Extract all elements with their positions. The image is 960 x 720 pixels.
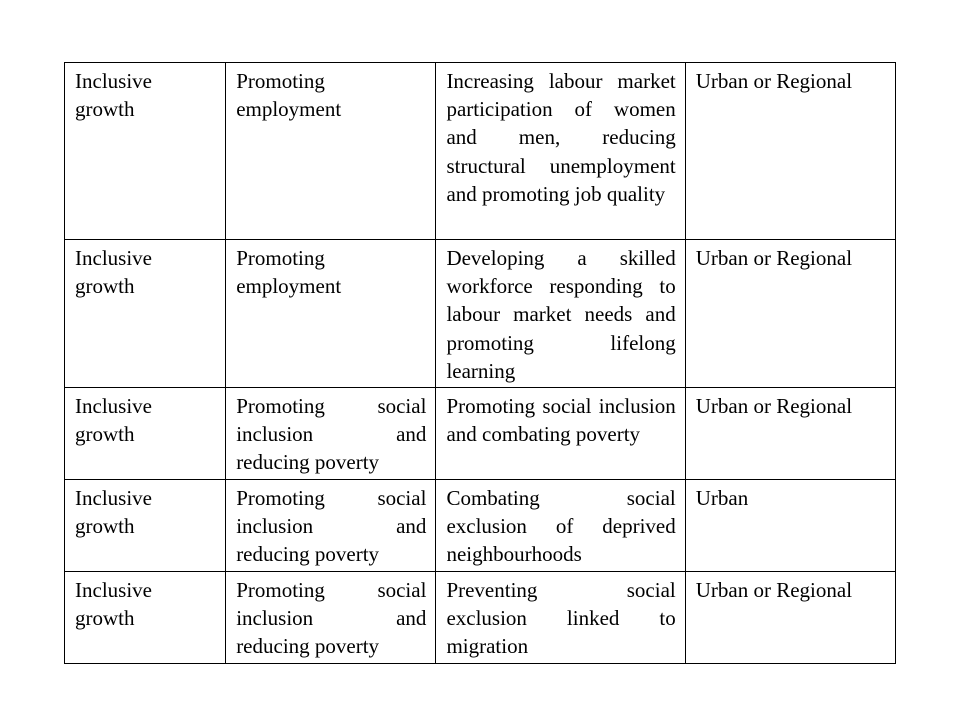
priority-cell: Promoting social inclusion and reducing poverty (226, 479, 436, 571)
priority-cell: Promoting employment (226, 63, 436, 240)
theme-cell: Inclusive growth (65, 571, 226, 663)
priority-cell: Promoting social inclusion and reducing poverty (226, 388, 436, 480)
objective-cell: Preventing social exclusion linked to migration (436, 571, 685, 663)
table-row (65, 388, 896, 480)
table-row (65, 63, 896, 240)
theme-cell: Inclusive growth (65, 479, 226, 571)
table-row (65, 571, 896, 663)
scope-cell: Urban or Regional (685, 63, 895, 240)
objective-cell: Increasing labour market participation of women and men, reducing structural unemployment and promoting job quality (436, 63, 685, 240)
scope-cell: Urban (685, 479, 895, 571)
objective-cell: Promoting social inclusion and combating poverty (436, 388, 685, 480)
table-row (65, 479, 896, 571)
theme-cell: Inclusive growth (65, 240, 226, 388)
priority-cell: Promoting social inclusion and reducing poverty (226, 571, 436, 663)
objectives-table (64, 62, 896, 664)
priority-cell: Promoting employment (226, 240, 436, 388)
objective-cell: Developing a skilled workforce responding to labour market needs and promoting lifelong learning (436, 240, 685, 388)
scope-cell: Urban or Regional (685, 571, 895, 663)
theme-cell: Inclusive growth (65, 63, 226, 240)
scope-cell: Urban or Regional (685, 240, 895, 388)
objective-cell: Combating social exclusion of deprived neighbourhoods (436, 479, 685, 571)
scope-cell: Urban or Regional (685, 388, 895, 480)
theme-cell: Inclusive growth (65, 388, 226, 480)
table-row (65, 240, 896, 388)
